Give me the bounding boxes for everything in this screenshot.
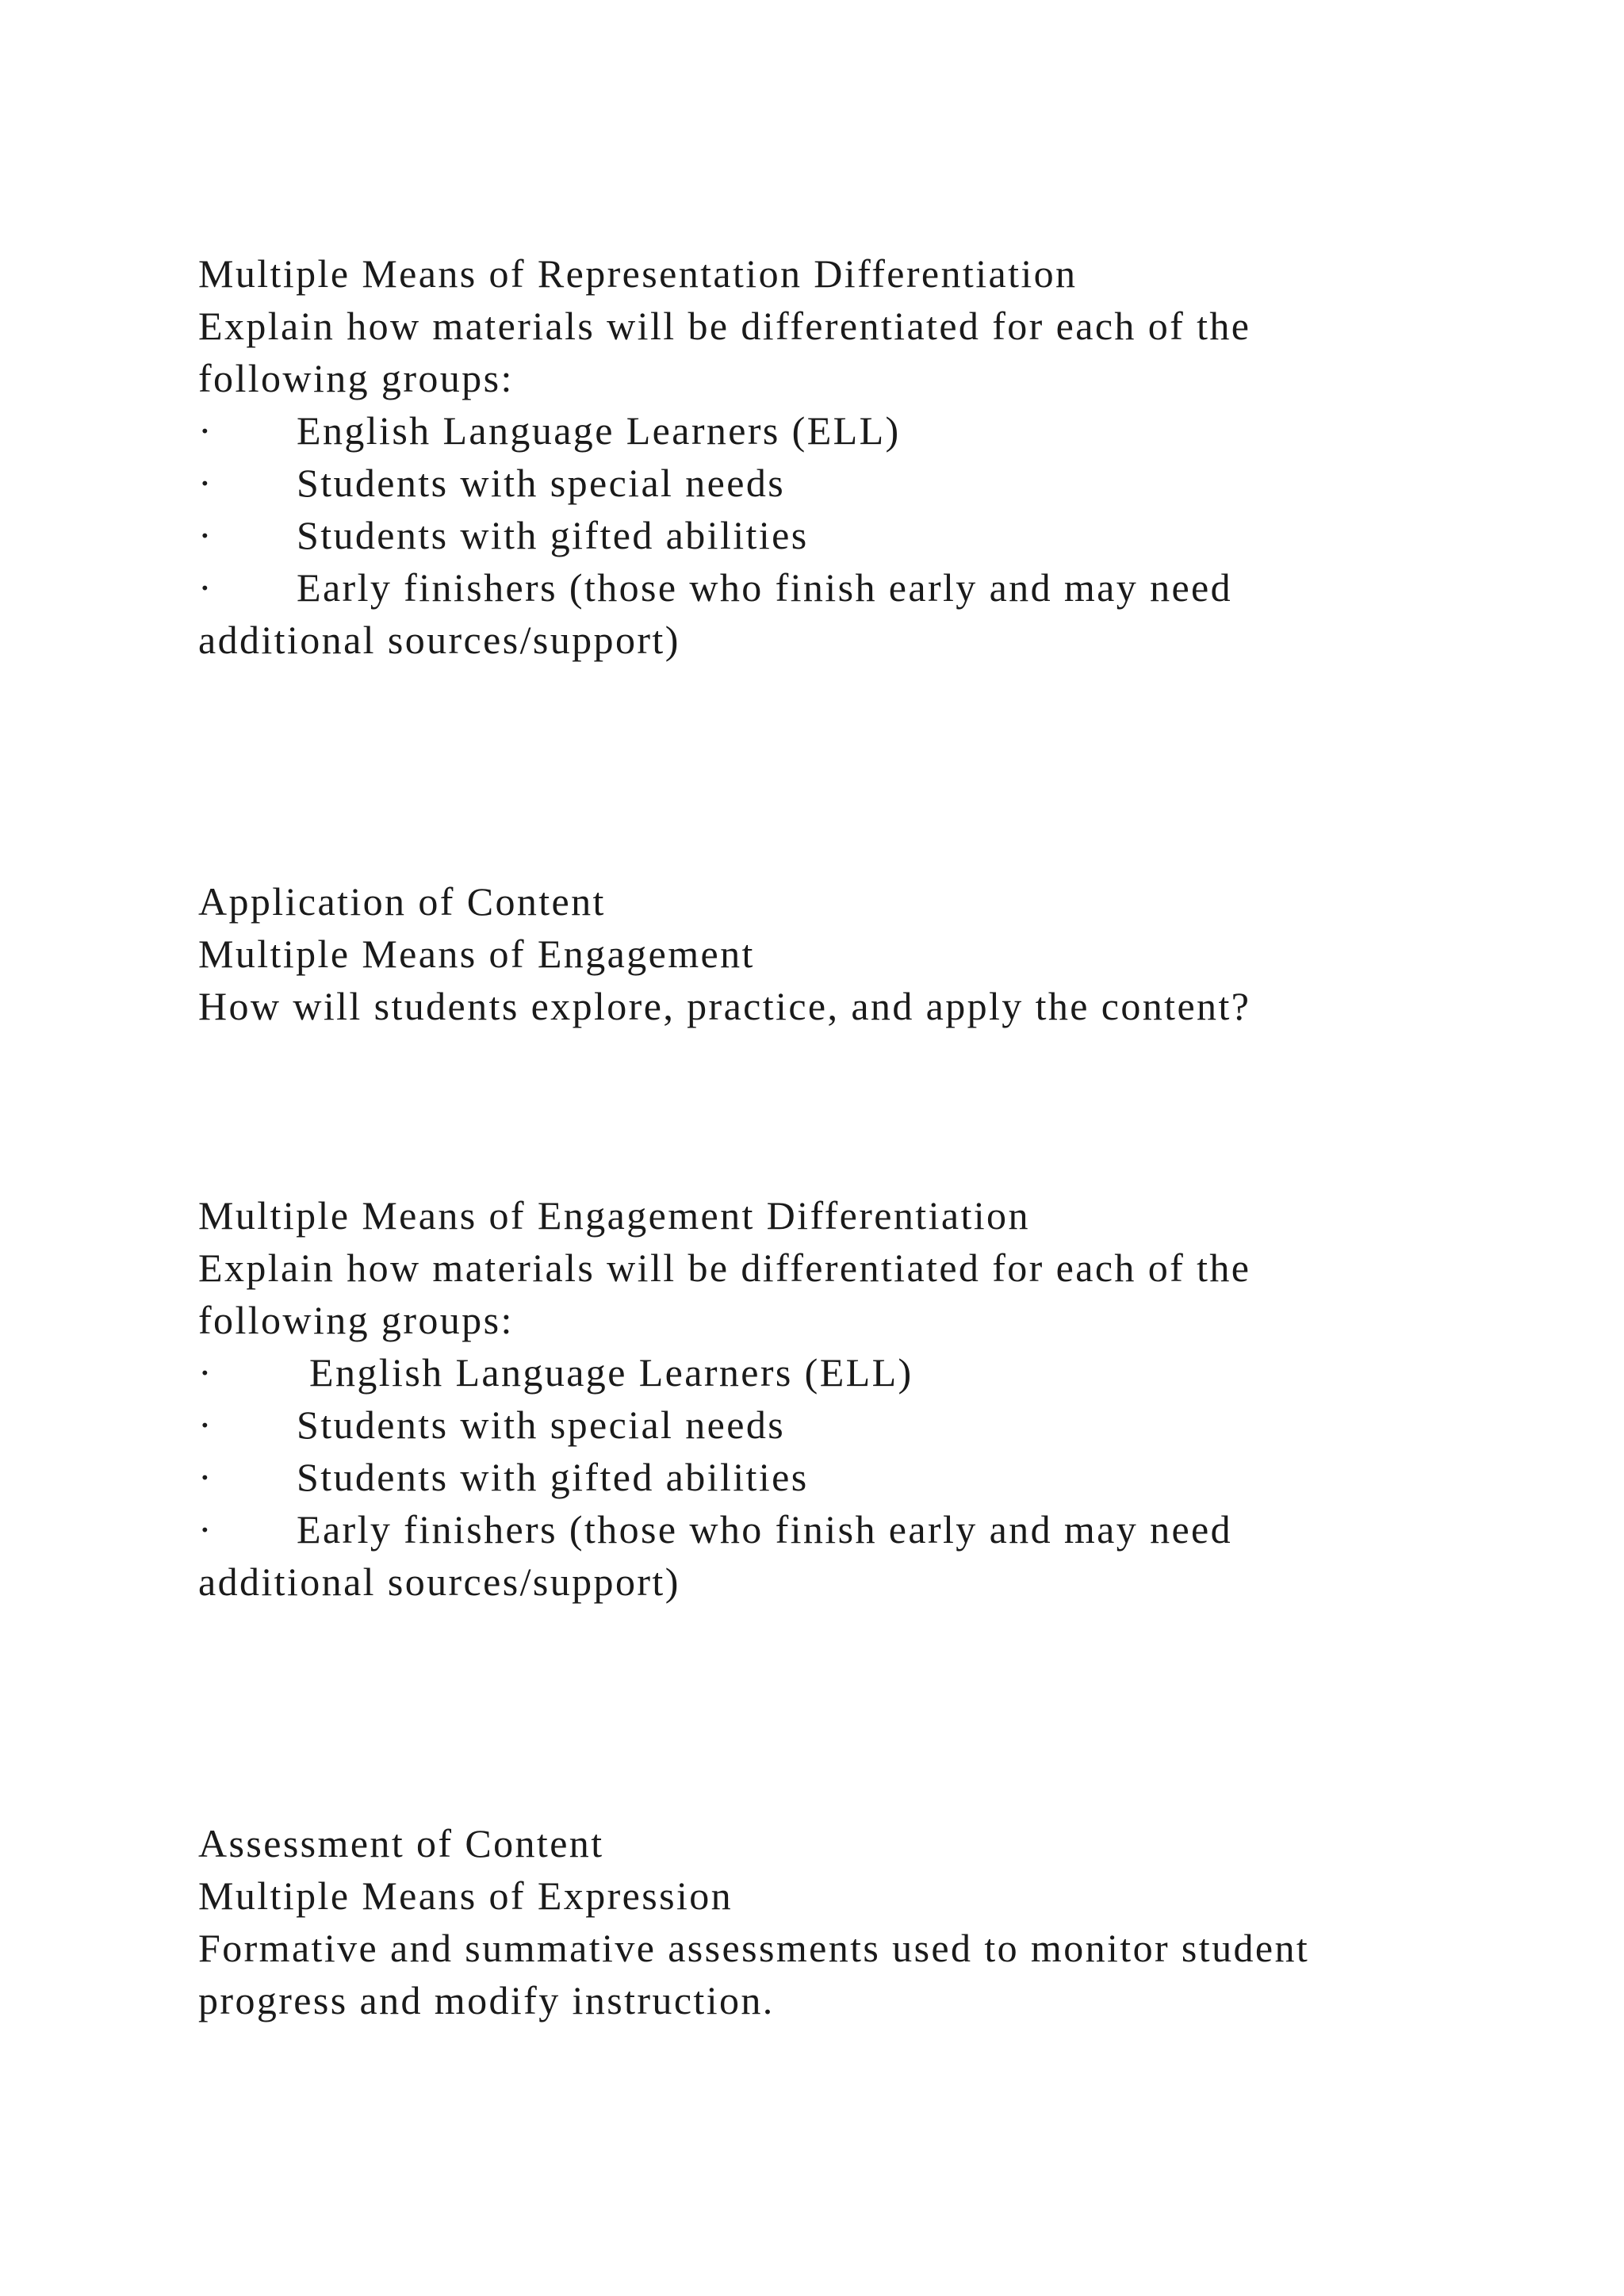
list-item [198,457,1546,509]
bullet-icon: · [198,565,214,610]
list-item [198,1346,1546,1399]
bullet-icon: · [198,1507,214,1552]
bullet-icon: · [198,1455,214,1499]
list-item-text: Students with special needs [297,461,786,505]
list-item-text: English Language Learners (ELL) [309,1350,914,1395]
list-item-text: Students with special needs [297,1402,786,1447]
application-section [198,875,1546,1032]
list-item-text: Early finishers (those who finish early and may need [297,565,1233,610]
prompt-text: Explain how materials will be differentiated for each of the [198,1246,1251,1290]
document-content [198,247,1546,2026]
list-item [198,561,1546,614]
prompt-text: Explain how materials will be differentiated for each of the [198,304,1251,348]
section-heading: Multiple Means of Engagement Differentiation [198,1193,1030,1238]
section-subheading: Multiple Means of Engagement [198,932,755,976]
bullet-icon: · [198,408,214,453]
bullet-icon: · [198,461,214,505]
question-text: How will students explore, practice, and apply the content? [198,984,1251,1028]
prompt-text: following groups: [198,356,514,400]
list-item [198,1503,1546,1556]
section-heading: Application of Content [198,879,606,924]
section-heading: Multiple Means of Representation Differentiation [198,251,1078,296]
list-item-text: Students with gifted abilities [297,1455,809,1499]
bullet-icon: · [198,1402,214,1447]
list-item [198,1451,1546,1503]
section-heading: Assessment of Content [198,1821,604,1866]
bullet-icon: · [198,513,214,557]
description-text: progress and modify instruction. [198,1978,775,2022]
list-item-text: English Language Learners (ELL) [297,408,901,453]
engagement-differentiation-section [198,1189,1546,1608]
list-item-text: Students with gifted abilities [297,513,809,557]
list-item [198,509,1546,561]
prompt-text: following groups: [198,1298,514,1342]
list-item [198,404,1546,457]
list-item-text: Early finishers (those who finish early and may need [297,1507,1233,1552]
description-text: Formative and summative assessments used to monitor student [198,1926,1310,1970]
list-item-continuation: additional sources/support) [198,1559,680,1604]
representation-differentiation-section [198,247,1546,666]
list-item-continuation: additional sources/support) [198,618,680,662]
bullet-icon: · [198,1350,214,1395]
assessment-section [198,1817,1546,2026]
list-item [198,1399,1546,1451]
section-subheading: Multiple Means of Expression [198,1873,733,1918]
